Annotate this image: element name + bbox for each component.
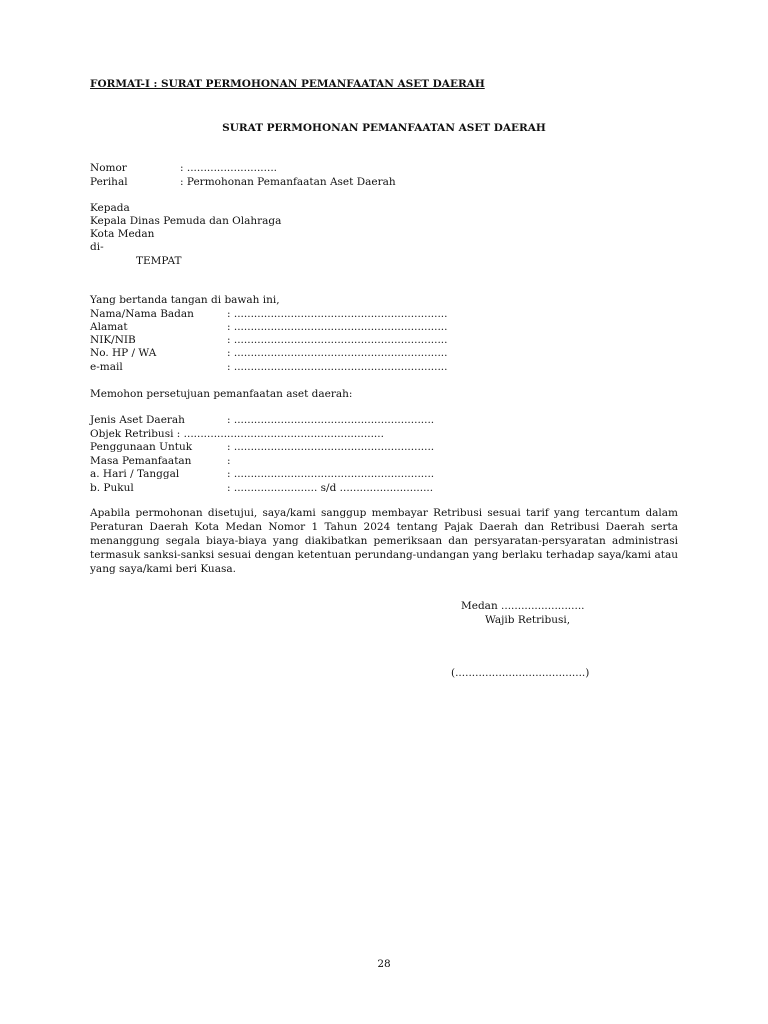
penggunaan-value: : ............................................................ [227,441,435,453]
perihal-value: : Permohonan Pemanfaatan Aset Daerah [180,176,396,188]
page-number: 28 [377,958,391,970]
signature-role: Wajib Retribusi, [485,614,571,626]
masa-value: : [227,455,231,467]
nik-label: NIK/NIB [90,334,136,346]
hp-value: : ................................................................ [227,347,448,359]
hari-label: a. Hari / Tanggal [90,468,180,480]
statement-paragraph: Apabila permohonan disetujui, saya/kami sanggup membayar Retribusi sesuai tarif yang tercantum dalam Peraturan Daerah Kota Medan Nomor 1 Tahun 2024 tentang Pajak Daerah dan Retribusi Daerah serta menanggung segala biaya-biaya yang diakibatkan pemeriksaan dan persyaratan-persyaratan administrasi termasuk sanksi-sanksi sesuai dengan ketentuan perundang-undangan yang berlaku terhadap saya/kami atau yang saya/kami beri Kuasa. [90,507,678,575]
nomor-label: Nomor [90,162,127,174]
hp-label: No. HP / WA [90,347,157,359]
format-heading: FORMAT-I : SURAT PERMOHONAN PEMANFAATAN ASET DAERAH [90,78,485,90]
email-value: : ................................................................ [227,361,448,373]
recipient-tempat: TEMPAT [136,255,182,267]
recipient-kepada: Kepada [90,202,130,214]
letter-title: SURAT PERMOHONAN PEMANFAATAN ASET DAERAH [222,122,546,134]
alamat-value: : ................................................................ [227,321,448,333]
recipient-office: Kepala Dinas Pemuda dan Olahraga [90,215,282,227]
masa-label: Masa Pemanfaatan [90,455,192,467]
applicant-intro: Yang bertanda tangan di bawah ini, [90,294,280,306]
recipient-di: di- [90,241,104,253]
pukul-label: b. Pukul [90,482,134,494]
penggunaan-label: Penggunaan Untuk [90,441,193,453]
objek-line: Objek Retribusi : ............................................................ [90,428,384,440]
hari-value: : ............................................................ [227,468,435,480]
alamat-label: Alamat [90,321,128,333]
pukul-value: : ......................... s/d ............................ [227,482,434,494]
jenis-value: : ............................................................ [227,414,435,426]
nik-value: : ................................................................ [227,334,448,346]
nama-value: : ................................................................ [227,308,448,320]
recipient-city: Kota Medan [90,228,155,240]
signature-name-line: (.......................................) [451,667,590,679]
nama-label: Nama/Nama Badan [90,308,194,320]
request-intro: Memohon persetujuan pemanfaatan aset daerah: [90,388,353,400]
email-label: e-mail [90,361,123,373]
jenis-label: Jenis Aset Daerah [90,414,185,426]
perihal-label: Perihal [90,176,128,188]
nomor-value: : ........................... [180,162,277,174]
signature-place-date: Medan ......................... [461,600,585,612]
